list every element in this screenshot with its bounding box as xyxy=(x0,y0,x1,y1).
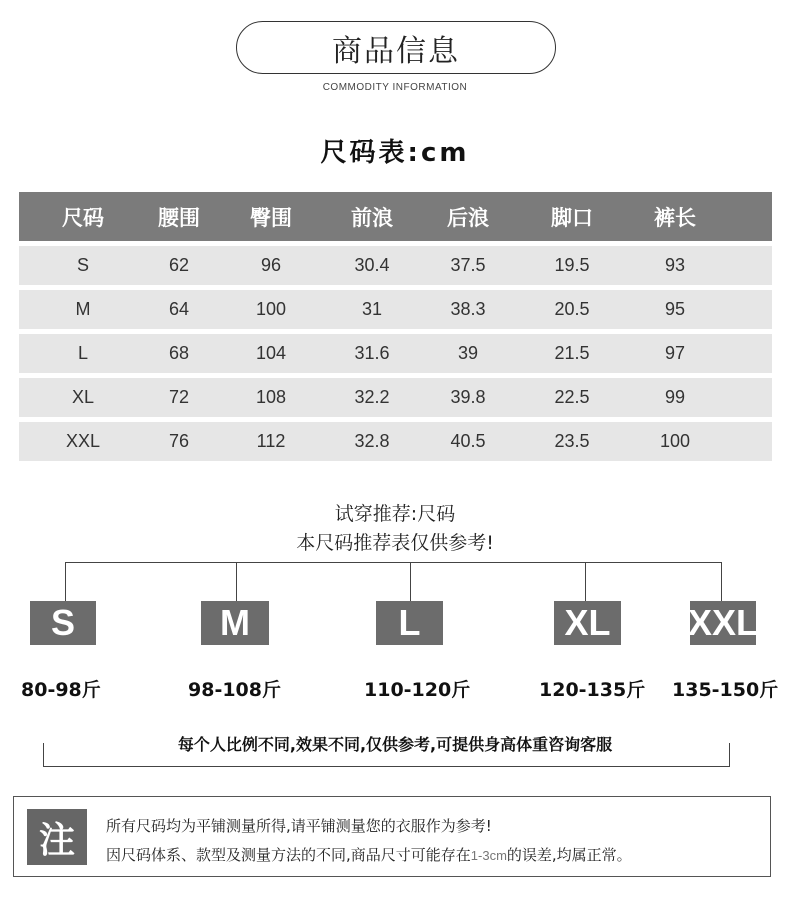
recommendation-subtitle: 本尺码推荐表仅供参考! xyxy=(296,532,494,554)
table-cell: XL xyxy=(71,387,95,407)
weight-range-xxl: 135-150斤 xyxy=(672,679,779,701)
table-cell: 100 xyxy=(659,431,691,451)
table-row xyxy=(19,334,772,373)
recommendation-title: 试穿推荐:尺码 xyxy=(334,503,456,525)
table-cell: 31.6 xyxy=(354,343,390,363)
weight-range-xl: 120-135斤 xyxy=(539,679,646,701)
table-cell: 23.5 xyxy=(554,431,590,451)
page-subtitle: COMMODITY INFORMATION xyxy=(322,82,468,93)
column-header: 后浪 xyxy=(447,205,489,230)
size-box-l: L xyxy=(376,601,443,645)
table-cell: 108 xyxy=(255,387,287,407)
table-cell: 38.3 xyxy=(450,299,486,319)
table-cell: 72 xyxy=(168,387,190,407)
tree-connector-vertical xyxy=(585,562,586,602)
table-cell: 39 xyxy=(457,343,479,363)
notice-badge: 注 xyxy=(27,809,87,865)
notice-line-2-end: 的误差,均属正常。 xyxy=(506,846,632,864)
table-cell: 31 xyxy=(361,299,383,319)
page-title: 商品信息 xyxy=(332,33,460,69)
size-chart-heading: 尺码表:cm xyxy=(320,138,470,168)
table-row xyxy=(19,378,772,417)
table-cell: 30.4 xyxy=(354,255,390,275)
tree-connector-horizontal xyxy=(65,562,721,563)
size-box-xl: XL xyxy=(554,601,621,645)
table-header-row xyxy=(19,192,772,241)
size-table xyxy=(19,192,772,461)
weight-range-l: 110-120斤 xyxy=(364,679,471,701)
column-header: 前浪 xyxy=(351,205,393,230)
table-cell: 40.5 xyxy=(450,431,486,451)
table-cell: 100 xyxy=(255,299,287,319)
notice-line-1: 所有尺码均为平铺测量所得,请平铺测量您的衣服作为参考! xyxy=(106,817,492,835)
table-cell: M xyxy=(75,299,91,319)
table-cell: 64 xyxy=(168,299,190,319)
table-cell: 37.5 xyxy=(450,255,486,275)
recommendation-note: 每个人比例不同,效果不同,仅供参考,可提供身高体重咨询客服 xyxy=(177,735,613,754)
table-cell: L xyxy=(77,343,89,363)
table-cell: 32.2 xyxy=(354,387,390,407)
table-cell: 21.5 xyxy=(554,343,590,363)
weight-range-m: 98-108斤 xyxy=(188,679,281,701)
table-cell: 76 xyxy=(168,431,190,451)
table-cell: S xyxy=(76,255,90,275)
table-cell: 95 xyxy=(664,299,686,319)
table-cell: 104 xyxy=(255,343,287,363)
table-cell: 97 xyxy=(664,343,686,363)
tree-connector-vertical xyxy=(65,562,66,602)
column-header: 裤长 xyxy=(654,205,696,230)
table-cell: 19.5 xyxy=(554,255,590,275)
table-cell: 32.8 xyxy=(354,431,390,451)
table-cell: 62 xyxy=(168,255,190,275)
table-cell: 22.5 xyxy=(554,387,590,407)
size-box-m: M xyxy=(201,601,269,645)
table-row xyxy=(19,290,772,329)
notice-line-2-highlight: 1-3cm xyxy=(470,848,507,863)
notice-box xyxy=(13,796,771,877)
size-box-xxl: XXL xyxy=(688,602,759,643)
column-header: 脚口 xyxy=(551,205,593,230)
table-row xyxy=(19,422,772,461)
column-header: 尺码 xyxy=(62,205,104,230)
title-pill xyxy=(236,21,556,74)
size-box-s: S xyxy=(30,601,96,645)
column-header: 臀围 xyxy=(250,205,292,230)
tree-connector-vertical xyxy=(236,562,237,602)
table-cell: 68 xyxy=(168,343,190,363)
tree-connector-vertical xyxy=(410,562,411,602)
table-cell: XXL xyxy=(65,431,101,451)
table-cell: 20.5 xyxy=(554,299,590,319)
table-cell: 93 xyxy=(664,255,686,275)
table-cell: 112 xyxy=(256,431,286,451)
tree-connector-vertical xyxy=(721,562,722,602)
notice-line-2 xyxy=(106,844,632,865)
table-row xyxy=(19,246,772,285)
weight-range-s: 80-98斤 xyxy=(21,679,101,701)
notice-line-2-start: 因尺码体系、款型及测量方法的不同,商品尺寸可能存在 xyxy=(106,846,471,864)
column-header: 腰围 xyxy=(158,205,200,230)
table-cell: 99 xyxy=(664,387,686,407)
table-cell: 96 xyxy=(260,255,282,275)
table-cell: 39.8 xyxy=(450,387,486,407)
